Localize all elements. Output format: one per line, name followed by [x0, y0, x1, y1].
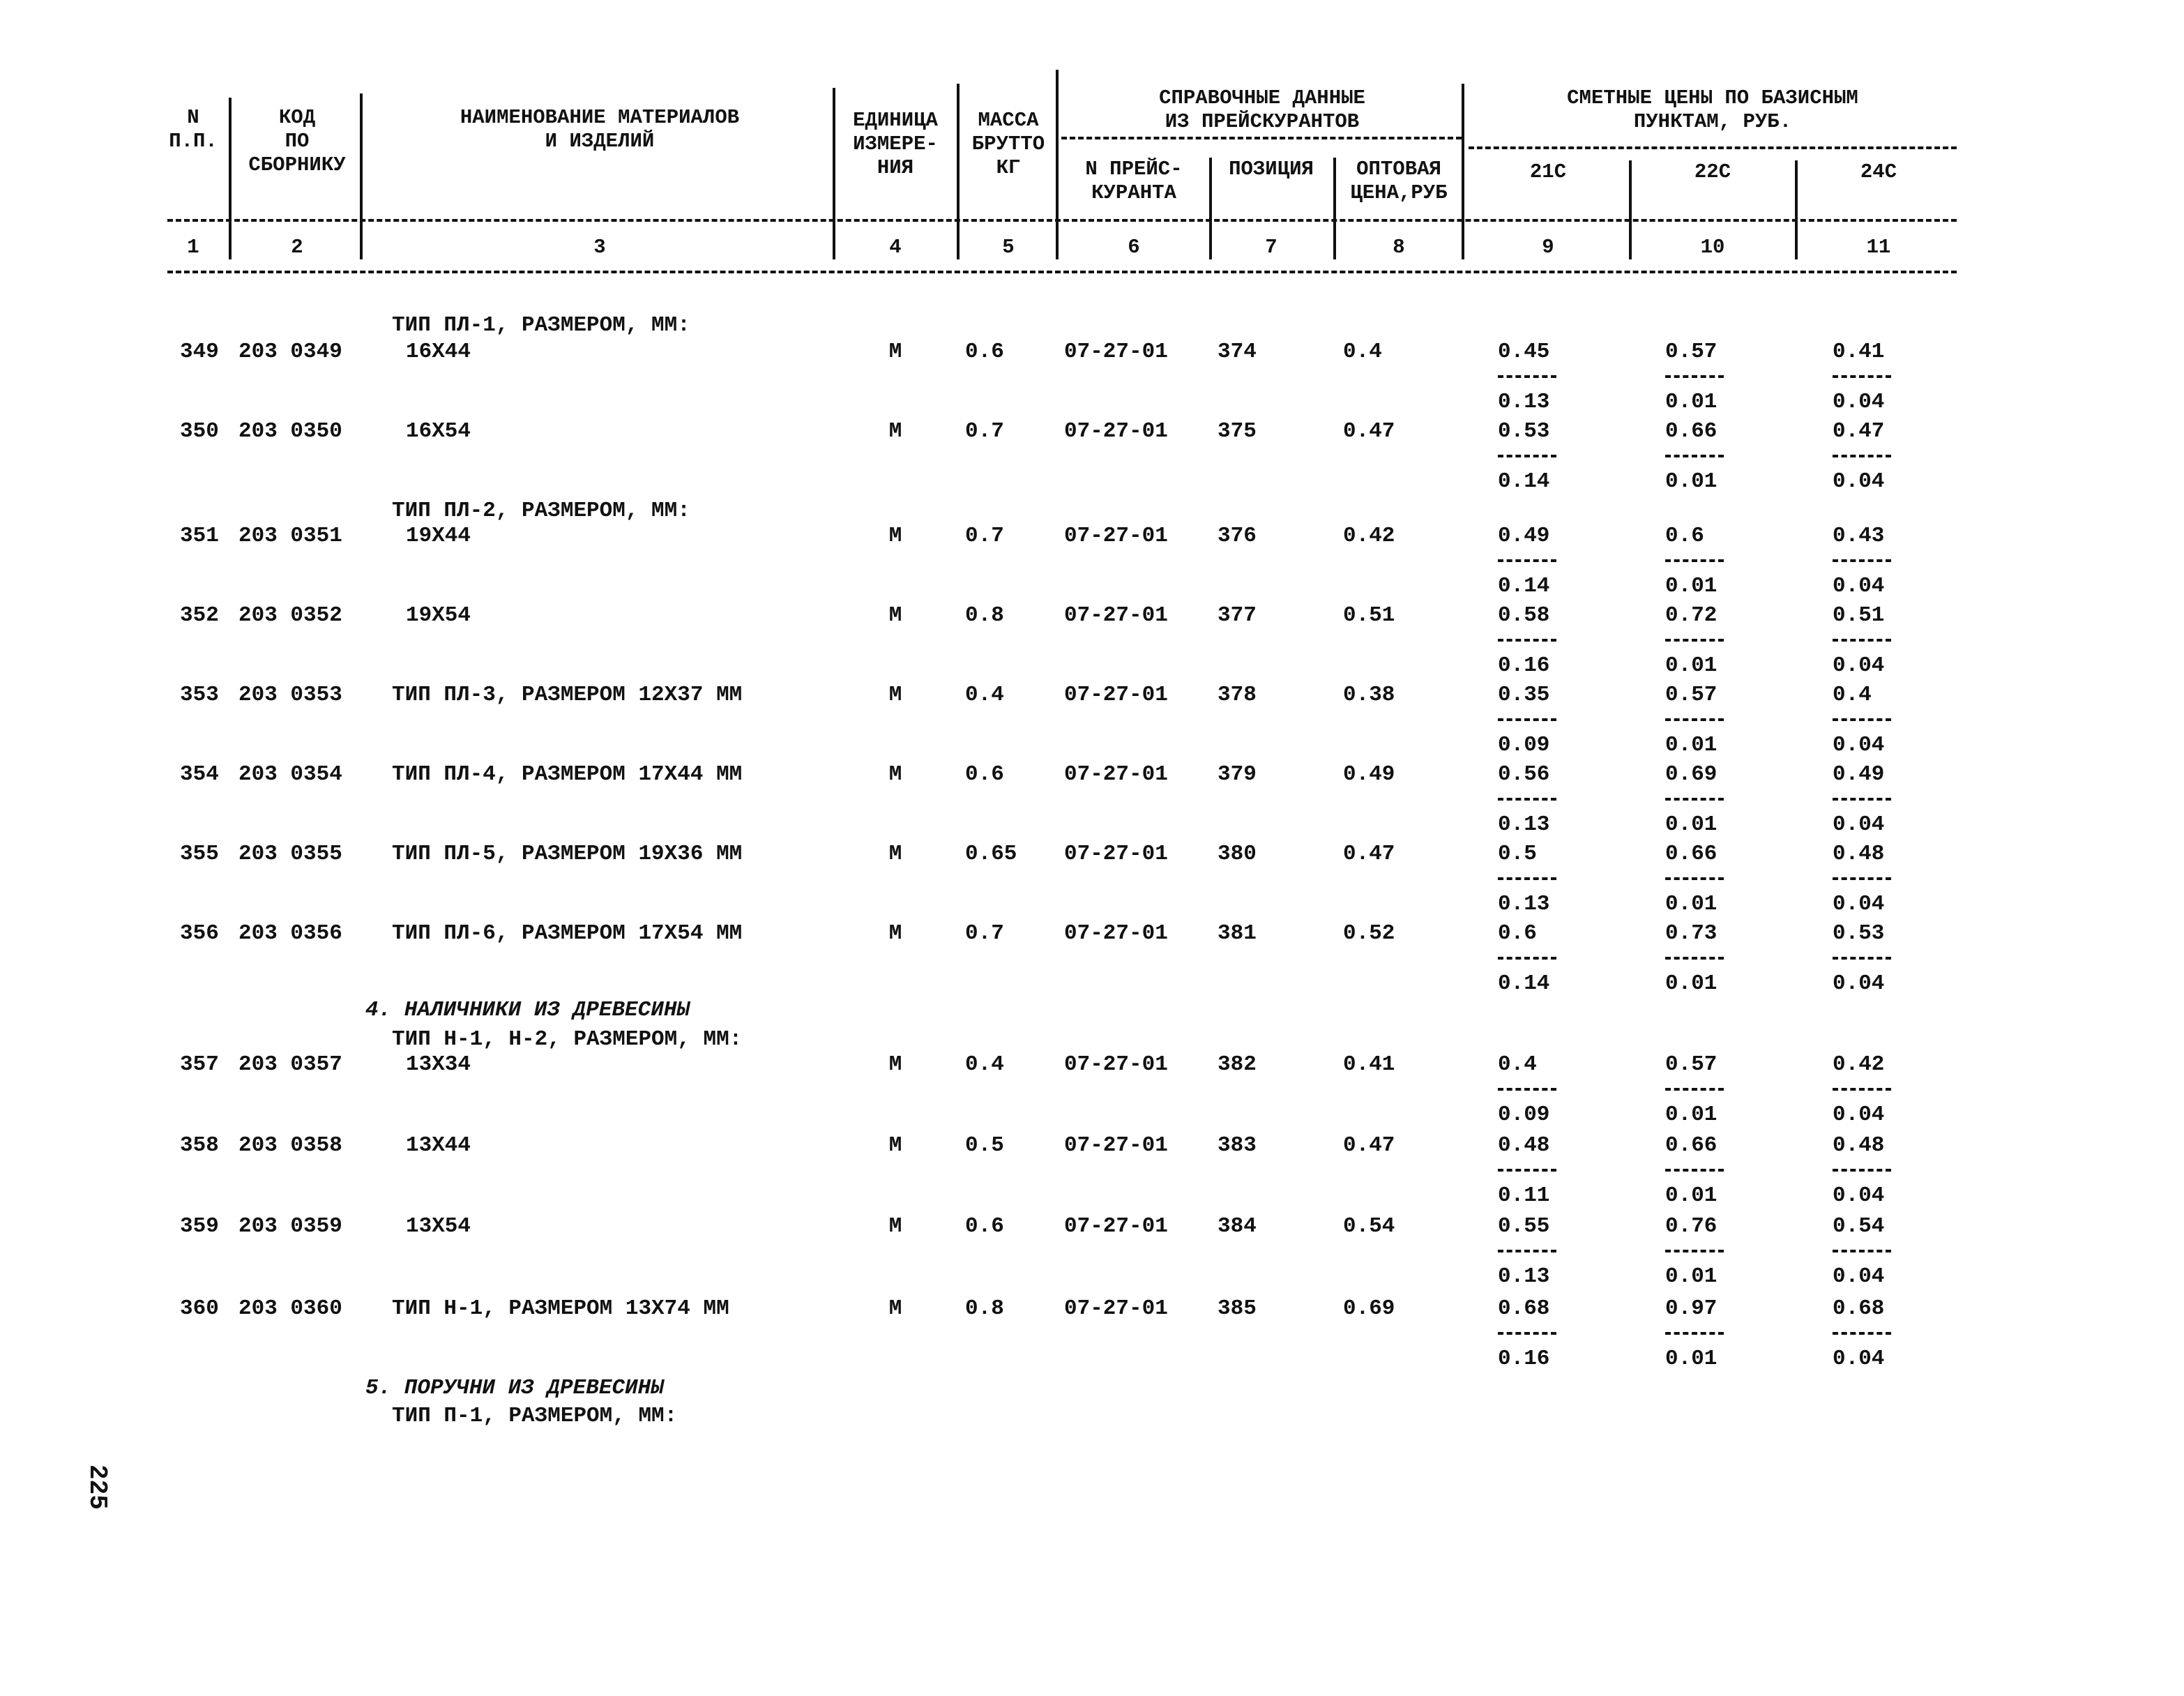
price-21c-transport: 0.14 [1498, 469, 1550, 494]
price-21c: 0.48 [1498, 1133, 1550, 1158]
price-21c-transport: 0.13 [1498, 812, 1550, 837]
price-21c-fraction-bar [1498, 718, 1556, 721]
row-mass: 0.4 [965, 1052, 1004, 1077]
subheading-type-n1-n2: ТИП Н-1, Н-2, РАЗМЕРОМ, ММ: [392, 1027, 743, 1052]
price-22c: 0.69 [1665, 762, 1717, 787]
price-22c-transport: 0.01 [1665, 1103, 1717, 1127]
row-number: 360 [180, 1296, 219, 1321]
price-24c-fraction-bar [1833, 1250, 1891, 1252]
price-21c-fraction-bar [1498, 455, 1556, 457]
header-divider [1629, 160, 1632, 259]
row-price-list: 07-27-01 [1064, 1296, 1168, 1321]
header-col-4: ЕДИНИЦА ИЗМЕРЕ- НИЯ [853, 109, 938, 179]
price-21c-fraction-bar [1498, 1332, 1556, 1335]
price-24c-transport: 0.04 [1833, 1264, 1885, 1289]
row-number: 353 [180, 683, 219, 707]
header-col-11: 24С [1860, 160, 1897, 183]
row-price-list: 07-27-01 [1064, 1052, 1168, 1077]
row-unit: М [888, 1052, 902, 1077]
row-code: 203 0354 [238, 762, 342, 787]
header-divider [1056, 70, 1059, 259]
row-mass: 0.8 [965, 603, 1004, 628]
price-22c: 0.72 [1665, 603, 1717, 628]
row-number: 359 [180, 1214, 219, 1239]
price-22c-fraction-bar [1665, 877, 1724, 880]
price-21c: 0.56 [1498, 762, 1550, 787]
price-21c: 0.58 [1498, 603, 1550, 628]
price-24c-fraction-bar [1833, 559, 1891, 562]
col-number-7: 7 [1265, 236, 1277, 259]
row-mass: 0.65 [965, 842, 1017, 866]
row-position: 381 [1218, 921, 1257, 946]
row-code: 203 0356 [238, 921, 342, 946]
col-number-11: 11 [1866, 236, 1891, 259]
price-22c-fraction-bar [1665, 1169, 1724, 1172]
subheading-type-pl2: ТИП ПЛ-2, РАЗМЕРОМ, ММ: [392, 499, 690, 523]
row-mass: 0.4 [965, 683, 1004, 707]
price-24c-fraction-bar [1833, 718, 1891, 721]
row-mass: 0.7 [965, 921, 1004, 946]
price-22c-fraction-bar [1665, 718, 1724, 721]
col-number-8: 8 [1393, 236, 1405, 259]
row-mass: 0.8 [965, 1296, 1004, 1321]
row-name: ТИП Н-1, РАЗМЕРОМ 13X74 ММ [392, 1296, 729, 1321]
price-24c: 0.54 [1833, 1214, 1885, 1239]
price-22c-fraction-bar [1665, 1332, 1724, 1335]
header-divider [1462, 84, 1464, 259]
header-divider [833, 88, 835, 259]
price-24c: 0.51 [1833, 603, 1885, 628]
price-22c-fraction-bar [1665, 798, 1724, 801]
row-wholesale-price: 0.54 [1343, 1214, 1395, 1239]
price-24c: 0.47 [1833, 419, 1885, 444]
price-21c-fraction-bar [1498, 877, 1556, 880]
price-22c-transport: 0.01 [1665, 390, 1717, 414]
row-price-list: 07-27-01 [1064, 921, 1168, 946]
row-code: 203 0355 [238, 842, 342, 866]
col-number-3: 3 [593, 236, 606, 259]
row-unit: М [888, 340, 902, 364]
price-22c: 0.57 [1665, 1052, 1717, 1077]
row-code: 203 0357 [238, 1052, 342, 1077]
row-name: 13X54 [406, 1214, 471, 1239]
row-wholesale-price: 0.47 [1343, 842, 1395, 866]
price-21c-transport: 0.13 [1498, 390, 1550, 414]
subheading-type-p1: ТИП П-1, РАЗМЕРОМ, ММ: [392, 1404, 678, 1428]
col-number-10: 10 [1700, 236, 1725, 259]
row-name: ТИП ПЛ-5, РАЗМЕРОМ 19X36 ММ [392, 842, 743, 866]
row-position: 384 [1218, 1214, 1257, 1239]
col-number-4: 4 [889, 236, 902, 259]
row-position: 383 [1218, 1133, 1257, 1158]
price-21c-fraction-bar [1498, 375, 1556, 378]
header-col-9: 21С [1529, 160, 1567, 183]
header-price-group: СМЕТНЫЕ ЦЕНЫ ПО БАЗИСНЫМ ПУНКТАМ, РУБ. [1567, 86, 1858, 133]
price-21c-transport: 0.16 [1498, 1347, 1550, 1371]
row-price-list: 07-27-01 [1064, 842, 1168, 866]
row-price-list: 07-27-01 [1064, 762, 1168, 787]
row-wholesale-price: 0.69 [1343, 1296, 1395, 1321]
header-col-6: N ПРЕЙС- КУРАНТА [1085, 158, 1183, 204]
price-21c-transport: 0.16 [1498, 653, 1550, 678]
header-rule-mid [167, 219, 1957, 222]
row-wholesale-price: 0.4 [1343, 340, 1382, 364]
header-divider [1333, 158, 1336, 259]
row-name: 16X44 [406, 340, 471, 364]
price-24c: 0.48 [1833, 1133, 1885, 1158]
price-24c-fraction-bar [1833, 1088, 1891, 1091]
row-wholesale-price: 0.47 [1343, 1133, 1395, 1158]
price-21c-transport: 0.09 [1498, 733, 1550, 757]
price-24c: 0.41 [1833, 340, 1885, 364]
row-unit: М [888, 1296, 902, 1321]
row-name: 16X54 [406, 419, 471, 444]
price-21c-transport: 0.14 [1498, 971, 1550, 996]
price-22c: 0.57 [1665, 340, 1717, 364]
price-24c-fraction-bar [1833, 798, 1891, 801]
price-22c-transport: 0.01 [1665, 733, 1717, 757]
price-21c-fraction-bar [1498, 957, 1556, 960]
price-22c-fraction-bar [1665, 1088, 1724, 1091]
row-wholesale-price: 0.51 [1343, 603, 1395, 628]
price-21c-transport: 0.14 [1498, 574, 1550, 598]
price-24c-transport: 0.04 [1833, 1103, 1885, 1127]
header-col-10: 22С [1694, 160, 1731, 183]
price-22c-transport: 0.01 [1665, 1264, 1717, 1289]
header-divider [1795, 160, 1798, 259]
price-21c: 0.53 [1498, 419, 1550, 444]
price-24c-transport: 0.04 [1833, 574, 1885, 598]
price-24c-transport: 0.04 [1833, 390, 1885, 414]
row-position: 382 [1218, 1052, 1257, 1077]
header-divider [229, 98, 232, 259]
price-24c-transport: 0.04 [1833, 971, 1885, 996]
row-name: 13X34 [406, 1052, 471, 1077]
price-24c: 0.48 [1833, 842, 1885, 866]
price-22c: 0.66 [1665, 419, 1717, 444]
row-price-list: 07-27-01 [1064, 683, 1168, 707]
row-mass: 0.6 [965, 762, 1004, 787]
header-ref-group: СПРАВОЧНЫЕ ДАННЫЕ ИЗ ПРЕЙСКУРАНТОВ [1159, 86, 1365, 133]
header-col-3: НАИМЕНОВАНИЕ МАТЕРИАЛОВ И ИЗДЕЛИЙ [460, 106, 740, 153]
price-22c-transport: 0.01 [1665, 971, 1717, 996]
section-heading-5: 5. ПОРУЧНИ ИЗ ДРЕВЕСИНЫ [365, 1376, 664, 1400]
price-24c-transport: 0.04 [1833, 469, 1885, 494]
price-22c-fraction-bar [1665, 559, 1724, 562]
price-21c: 0.55 [1498, 1214, 1550, 1239]
row-position: 374 [1218, 340, 1257, 364]
price-24c-fraction-bar [1833, 957, 1891, 960]
row-price-list: 07-27-01 [1064, 419, 1168, 444]
price-21c-fraction-bar [1498, 1169, 1556, 1172]
row-code: 203 0349 [238, 340, 342, 364]
price-21c-transport: 0.13 [1498, 892, 1550, 916]
subheading-type-pl1: ТИП ПЛ-1, РАЗМЕРОМ, ММ: [392, 313, 690, 338]
price-21c: 0.49 [1498, 524, 1550, 548]
row-name: ТИП ПЛ-4, РАЗМЕРОМ 17X44 ММ [392, 762, 743, 787]
row-name: 19X54 [406, 603, 471, 628]
row-number: 352 [180, 603, 219, 628]
row-name: 13X44 [406, 1133, 471, 1158]
row-code: 203 0353 [238, 683, 342, 707]
row-wholesale-price: 0.38 [1343, 683, 1395, 707]
row-code: 203 0358 [238, 1133, 342, 1158]
header-col-2: КОД ПО СБОРНИКУ [248, 106, 346, 176]
page-number: 225 [83, 1464, 112, 1510]
row-wholesale-price: 0.52 [1343, 921, 1395, 946]
row-mass: 0.5 [965, 1133, 1004, 1158]
col-number-1: 1 [187, 236, 199, 259]
price-22c-transport: 0.01 [1665, 1183, 1717, 1208]
price-22c-fraction-bar [1665, 455, 1724, 457]
row-unit: М [888, 1133, 902, 1158]
row-mass: 0.6 [965, 340, 1004, 364]
row-number: 355 [180, 842, 219, 866]
row-code: 203 0359 [238, 1214, 342, 1239]
row-price-list: 07-27-01 [1064, 603, 1168, 628]
price-24c-fraction-bar [1833, 639, 1891, 642]
price-22c: 0.66 [1665, 842, 1717, 866]
price-21c: 0.45 [1498, 340, 1550, 364]
price-22c-fraction-bar [1665, 639, 1724, 642]
price-22c: 0.6 [1665, 524, 1704, 548]
price-22c-fraction-bar [1665, 1250, 1724, 1252]
price-21c-transport: 0.09 [1498, 1103, 1550, 1127]
row-wholesale-price: 0.47 [1343, 419, 1395, 444]
price-24c-fraction-bar [1833, 375, 1891, 378]
price-21c-fraction-bar [1498, 1088, 1556, 1091]
price-22c-transport: 0.01 [1665, 653, 1717, 678]
price-24c: 0.49 [1833, 762, 1885, 787]
header-col-7: ПОЗИЦИЯ [1229, 158, 1314, 181]
price-21c: 0.68 [1498, 1296, 1550, 1321]
price-22c-transport: 0.01 [1665, 892, 1717, 916]
price-21c-fraction-bar [1498, 639, 1556, 642]
row-code: 203 0350 [238, 419, 342, 444]
row-price-list: 07-27-01 [1064, 340, 1168, 364]
header-divider [1209, 158, 1212, 259]
price-24c-transport: 0.04 [1833, 653, 1885, 678]
col-number-9: 9 [1542, 236, 1554, 259]
price-22c: 0.97 [1665, 1296, 1717, 1321]
price-22c: 0.57 [1665, 683, 1717, 707]
row-unit: М [888, 1214, 902, 1239]
row-position: 375 [1218, 419, 1257, 444]
row-mass: 0.7 [965, 524, 1004, 548]
price-24c-fraction-bar [1833, 1332, 1891, 1335]
row-name: ТИП ПЛ-6, РАЗМЕРОМ 17X54 ММ [392, 921, 743, 946]
row-wholesale-price: 0.41 [1343, 1052, 1395, 1077]
row-unit: М [888, 524, 902, 548]
price-21c: 0.6 [1498, 921, 1537, 946]
price-24c-transport: 0.04 [1833, 812, 1885, 837]
row-code: 203 0352 [238, 603, 342, 628]
col-number-6: 6 [1128, 236, 1140, 259]
price-22c: 0.76 [1665, 1214, 1717, 1239]
price-24c: 0.53 [1833, 921, 1885, 946]
row-number: 349 [180, 340, 219, 364]
row-code: 203 0360 [238, 1296, 342, 1321]
row-number: 357 [180, 1052, 219, 1077]
header-col-8: ОПТОВАЯ ЦЕНА,РУБ [1350, 158, 1448, 204]
price-21c-fraction-bar [1498, 798, 1556, 801]
header-rule-bottom [167, 271, 1957, 273]
price-21c: 0.5 [1498, 842, 1537, 866]
row-position: 377 [1218, 603, 1257, 628]
row-unit: М [888, 842, 902, 866]
price-21c-fraction-bar [1498, 559, 1556, 562]
row-wholesale-price: 0.42 [1343, 524, 1395, 548]
row-number: 356 [180, 921, 219, 946]
header-col-1: N П.П. [169, 106, 218, 153]
price-24c-fraction-bar [1833, 455, 1891, 457]
price-21c-fraction-bar [1498, 1250, 1556, 1252]
row-mass: 0.6 [965, 1214, 1004, 1239]
row-position: 379 [1218, 762, 1257, 787]
row-unit: М [888, 683, 902, 707]
price-24c-fraction-bar [1833, 1169, 1891, 1172]
row-number: 350 [180, 419, 219, 444]
price-24c: 0.42 [1833, 1052, 1885, 1077]
price-24c-transport: 0.04 [1833, 1347, 1885, 1371]
header-col-5: МАССА БРУТТО КГ [971, 109, 1045, 179]
price-22c-transport: 0.01 [1665, 812, 1717, 837]
row-price-list: 07-27-01 [1064, 1214, 1168, 1239]
price-24c-transport: 0.04 [1833, 733, 1885, 757]
row-wholesale-price: 0.49 [1343, 762, 1395, 787]
price-24c-transport: 0.04 [1833, 892, 1885, 916]
price-22c-transport: 0.01 [1665, 574, 1717, 598]
price-24c: 0.43 [1833, 524, 1885, 548]
price-24c-transport: 0.04 [1833, 1183, 1885, 1208]
row-mass: 0.7 [965, 419, 1004, 444]
section-heading-4: 4. НАЛИЧНИКИ ИЗ ДРЕВЕСИНЫ [365, 998, 690, 1022]
row-number: 351 [180, 524, 219, 548]
price-21c: 0.4 [1498, 1052, 1537, 1077]
row-position: 378 [1218, 683, 1257, 707]
row-position: 385 [1218, 1296, 1257, 1321]
price-22c: 0.66 [1665, 1133, 1717, 1158]
price-24c: 0.68 [1833, 1296, 1885, 1321]
price-22c-transport: 0.01 [1665, 1347, 1717, 1371]
row-name: 19X44 [406, 524, 471, 548]
price-21c: 0.35 [1498, 683, 1550, 707]
row-position: 376 [1218, 524, 1257, 548]
price-24c-fraction-bar [1833, 877, 1891, 880]
header-divider [360, 93, 363, 259]
price-22c-fraction-bar [1665, 957, 1724, 960]
row-name: ТИП ПЛ-3, РАЗМЕРОМ 12X37 ММ [392, 683, 743, 707]
row-unit: М [888, 762, 902, 787]
row-price-list: 07-27-01 [1064, 524, 1168, 548]
row-unit: М [888, 603, 902, 628]
row-number: 358 [180, 1133, 219, 1158]
row-code: 203 0351 [238, 524, 342, 548]
price-22c-transport: 0.01 [1665, 469, 1717, 494]
header-divider [957, 84, 960, 259]
price-21c-transport: 0.11 [1498, 1183, 1550, 1208]
row-unit: М [888, 921, 902, 946]
row-unit: М [888, 419, 902, 444]
price-21c-transport: 0.13 [1498, 1264, 1550, 1289]
header-rule-prices [1469, 146, 1957, 149]
row-price-list: 07-27-01 [1064, 1133, 1168, 1158]
price-22c: 0.73 [1665, 921, 1717, 946]
col-number-5: 5 [1002, 236, 1015, 259]
row-number: 354 [180, 762, 219, 787]
price-24c: 0.4 [1833, 683, 1872, 707]
col-number-2: 2 [291, 236, 303, 259]
header-rule-ref [1061, 137, 1462, 139]
row-position: 380 [1218, 842, 1257, 866]
price-22c-fraction-bar [1665, 375, 1724, 378]
